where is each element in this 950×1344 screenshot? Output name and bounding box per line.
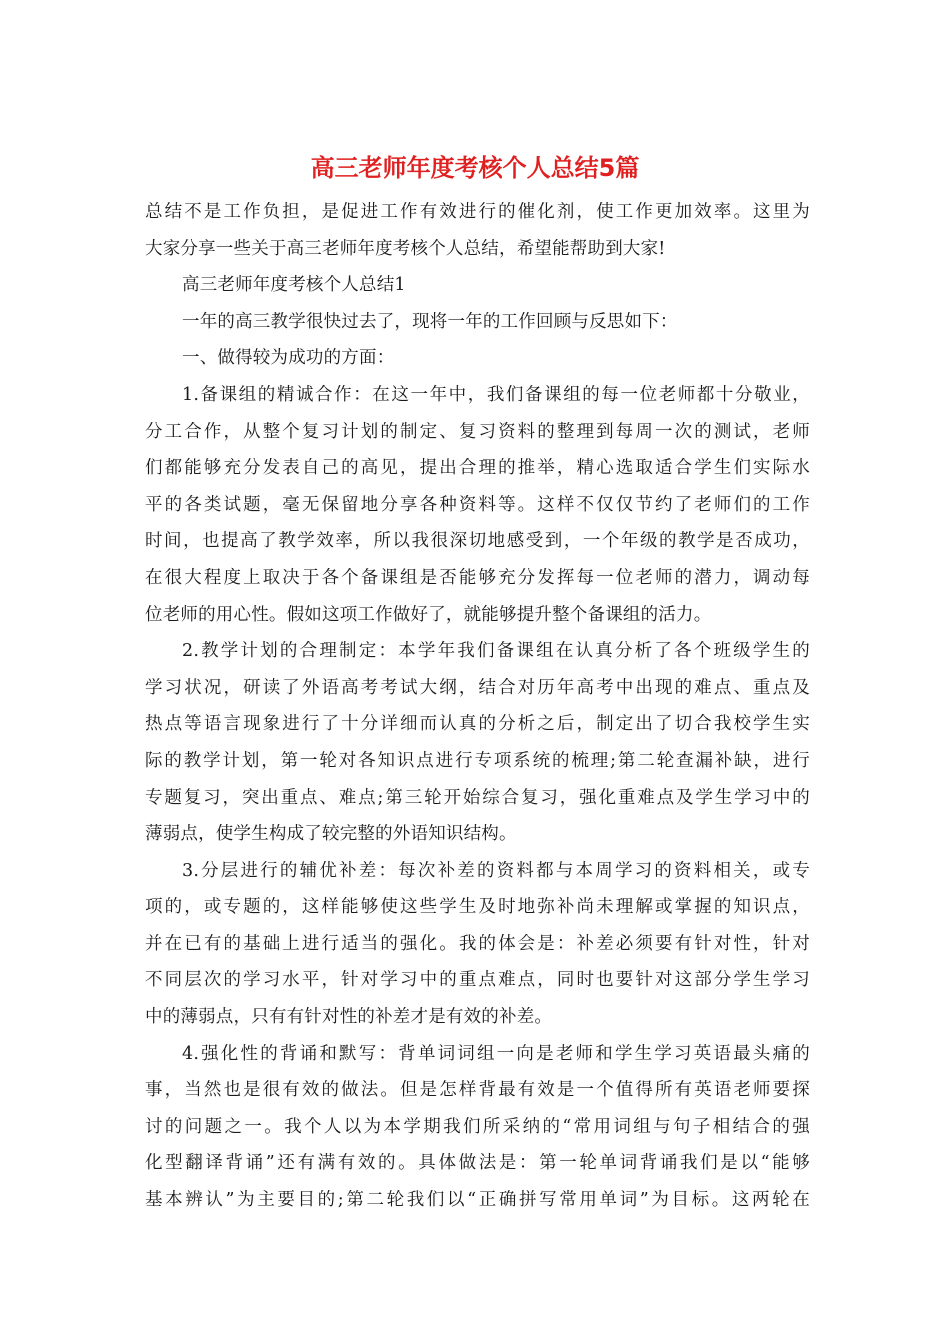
section-heading: 一、做得较为成功的方面： — [182, 348, 395, 369]
body-line: 薄弱点，使学生构成了较完整的外语知识结构。 — [145, 824, 517, 845]
body-line: 事，当然也是很有效的做法。但是怎样背最有效是一个值得所有英语老师要探 — [145, 1080, 810, 1101]
body-line: 3.分层进行的辅优补差：每次补差的资料都与本周学习的资料相关，或专 — [182, 860, 810, 881]
body-line: 讨的问题之一。我个人以为本学期我们所采纳的“常用词组与句子相结合的强 — [145, 1116, 810, 1137]
body-line: 位老师的用心性。假如这项工作做好了，就能够提升整个备课组的活力。 — [145, 604, 712, 625]
body-line: 热点等语言现象进行了十分详细而认真的分析之后，制定出了切合我校学生实 — [145, 714, 810, 735]
body-line: 项的，或专题的，这样能够使这些学生及时地弥补尚未理解或掌握的知识点， — [145, 897, 810, 918]
section-heading: 高三老师年度考核个人总结1 — [182, 275, 406, 296]
body-line: 在很大程度上取决于各个备课组是否能够充分发挥每一位老师的潜力，调动每 — [145, 567, 810, 588]
body-line: 不同层次的学习水平，针对学习中的重点难点，同时也要针对这部分学生学习 — [145, 970, 810, 991]
body-line: 际的教学计划，第一轮对各知识点进行专项系统的梳理;第二轮查漏补缺，进行 — [145, 750, 810, 771]
body-line: 中的薄弱点，只有有针对性的补差才是有效的补差。 — [145, 1007, 553, 1028]
body-line: 1.备课组的精诚合作：在这一年中，我们备课组的每一位老师都十分敬业， — [182, 384, 810, 405]
body-line: 4.强化性的背诵和默写：背单词词组一向是老师和学生学习英语最头痛的 — [182, 1043, 810, 1064]
body-line: 们都能够充分发表自己的高见，提出合理的推举，精心选取适合学生们实际水 — [145, 458, 810, 479]
body-line: 专题复习，突出重点、难点;第三轮开始综合复习，强化重难点及学生学习中的 — [145, 787, 810, 808]
body-line: 大家分享一些关于高三老师年度考核个人总结，希望能帮助到大家! — [145, 238, 666, 259]
body-line: 一年的高三教学很快过去了，现将一年的工作回顾与反思如下： — [182, 311, 678, 332]
body-line: 基本辨认”为主要目的;第二轮我们以“正确拼写常用单词”为目标。这两轮在 — [145, 1190, 810, 1211]
body-line: 平的各类试题，毫无保留地分享各种资料等。这样不仅仅节约了老师们的工作 — [145, 494, 810, 515]
body-line: 并在已有的基础上进行适当的强化。我的体会是：补差必须要有针对性，针对 — [145, 933, 810, 954]
body-line: 2.教学计划的合理制定：本学年我们备课组在认真分析了各个班级学生的 — [182, 641, 810, 662]
body-line: 分工合作，从整个复习计划的制定、复习资料的整理到每周一次的测试，老师 — [145, 421, 810, 442]
body-line: 时间，也提高了教学效率，所以我很深切地感受到，一个年级的教学是否成功， — [145, 531, 810, 552]
body-line: 学习状况，研读了外语高考考试大纲，结合对历年高考中出现的难点、重点及 — [145, 677, 810, 698]
body-line: 总结不是工作负担，是促进工作有效进行的催化剂，使工作更加效率。这里为 — [145, 202, 810, 222]
document-body — [145, 194, 810, 1219]
document-title: 高三老师年度考核个人总结5篇 — [310, 154, 640, 182]
body-line: 化型翻译背诵”还有满有效的。具体做法是：第一轮单词背诵我们是以“能够 — [145, 1153, 810, 1174]
